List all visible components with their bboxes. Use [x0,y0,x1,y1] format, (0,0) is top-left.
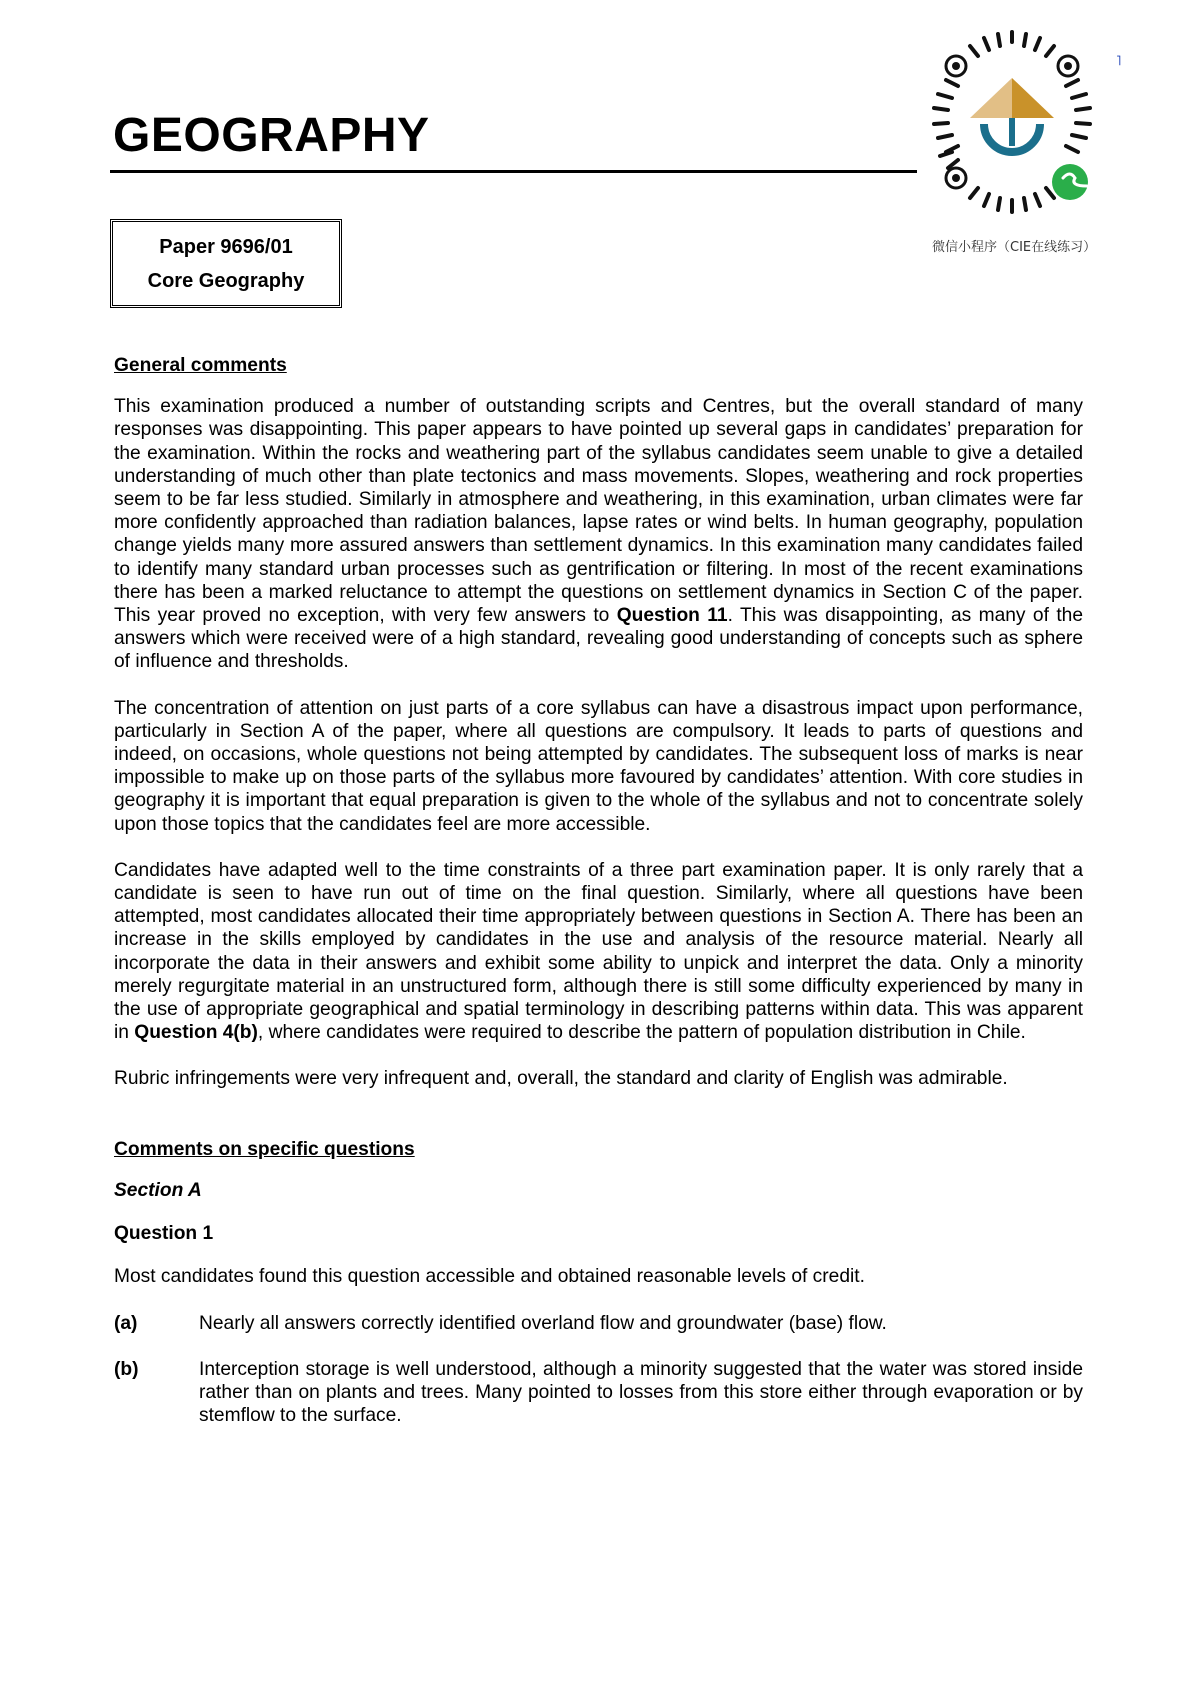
qr-code-icon [918,28,1106,216]
qr-caption: 微信小程序（CIE在线练习） [932,240,1097,255]
part-label: (b) [114,1358,139,1380]
paper-name: Core Geography [147,270,305,292]
text-run: , where candidates were required to describe the pattern of population distribution in Chile. [257,1022,1026,1044]
report-body [114,354,1083,1450]
question-ref: Question 4(b) [134,1022,258,1044]
general-comments-heading: General comments [114,355,287,376]
part-text: Nearly all answers correctly identified overland flow and groundwater (base) flow. [199,1312,887,1334]
general-paragraph-3 [114,859,1083,1045]
question-label: Question 1 [114,1223,214,1245]
title-rule [110,170,917,173]
question-intro: Most candidates found this question accessible and obtained reasonable levels of credit. [114,1266,865,1288]
document-title: GEOGRAPHY [113,109,430,162]
specific-comments-heading: Comments on specific questions [114,1138,415,1160]
spacer [114,1114,1083,1138]
text-run: This examination produced a number of outstanding scripts and Centres, but the overall standard of many responses was disappointing. This paper appears to have pointed up several gaps in candidates’ preparation for the examination. Within the rocks and weathering part of the syllabus candidates seem unable to give a detailed understanding of much other than plate tectonics and mass movements. Slopes, weathering and rock properties seem to be far less studied. Similarly in atmosphere and weathering, in this examination, urban climates were far more confidently approached than radiation balances, lapse rates or wind belts. In human geography, population change yields many more assured answers than settlement dynamics. In this examination many candidates failed to identify many standard urban processes such as gentrification or filtering. In most of the recent examinations there has been a marked reluctance to attempt the questions on settlement dynamics in Section C of the paper. This year proved no exception, with very few answers to [114,396,1083,627]
text-run: . This was disappointing, as many of the answers which were received were of a high standard, revealing good understanding of concepts such as sphere of influence and thresholds. [114,605,1084,673]
general-paragraph-2: The concentration of attention on just parts of a core syllabus can have a disastrous impact upon performance, particularly in Section A of the paper, where all questions are compulsory. It leads to parts of questions and indeed, on occasions, whole questions not being attempted by candidates. The subsequent loss of marks is near impossible to make up on those parts of the syllabus more favoured by candidates’ attention. With core studies in geography it is important that equal preparation is given to the whole of the syllabus and not to concentrate solely upon those topics that the candidates feel are more accessible. [114,697,1083,835]
section-label: Section A [114,1179,202,1201]
corner-mark: ˥ [1116,52,1122,68]
question-part-a [114,1312,1083,1335]
text-run: Candidates have adapted well to the time constraints of a three part examination paper. It is only rarely that a candidate is seen to have run out of time on the final question. Similarly, where all questions have been attempted, most candidates allocated their time appropriately between questions in Section A. There has been an increase in the skills employed by candidates in the use and analysis of the resource material. Nearly all incorporate the data in their answers and exhibit some ability to unpick and interpret the data. Only a minority merely regurgitate material in an unstructured form, although there is still some difficulty experienced by many in the use of appropriate geographical and spatial terminology in describing patterns within data. This was apparent in [114,859,1083,1044]
part-label: (a) [114,1312,138,1334]
question-ref: Question 11 [616,605,728,627]
general-paragraph-1 [114,395,1083,673]
question-part-b [114,1358,1083,1428]
paper-info-box [110,219,342,308]
general-paragraph-4: Rubric infringements were very infrequent and, overall, the standard and clarity of English was admirable. [114,1068,1008,1090]
part-text: Interception storage is well understood, although a minority suggested that the water was stored inside rather than on plants and trees. Many pointed to losses from this store either through evaporation or by stemflow to the surface. [199,1358,1083,1427]
paper-code: Paper 9696/01 [159,236,293,258]
